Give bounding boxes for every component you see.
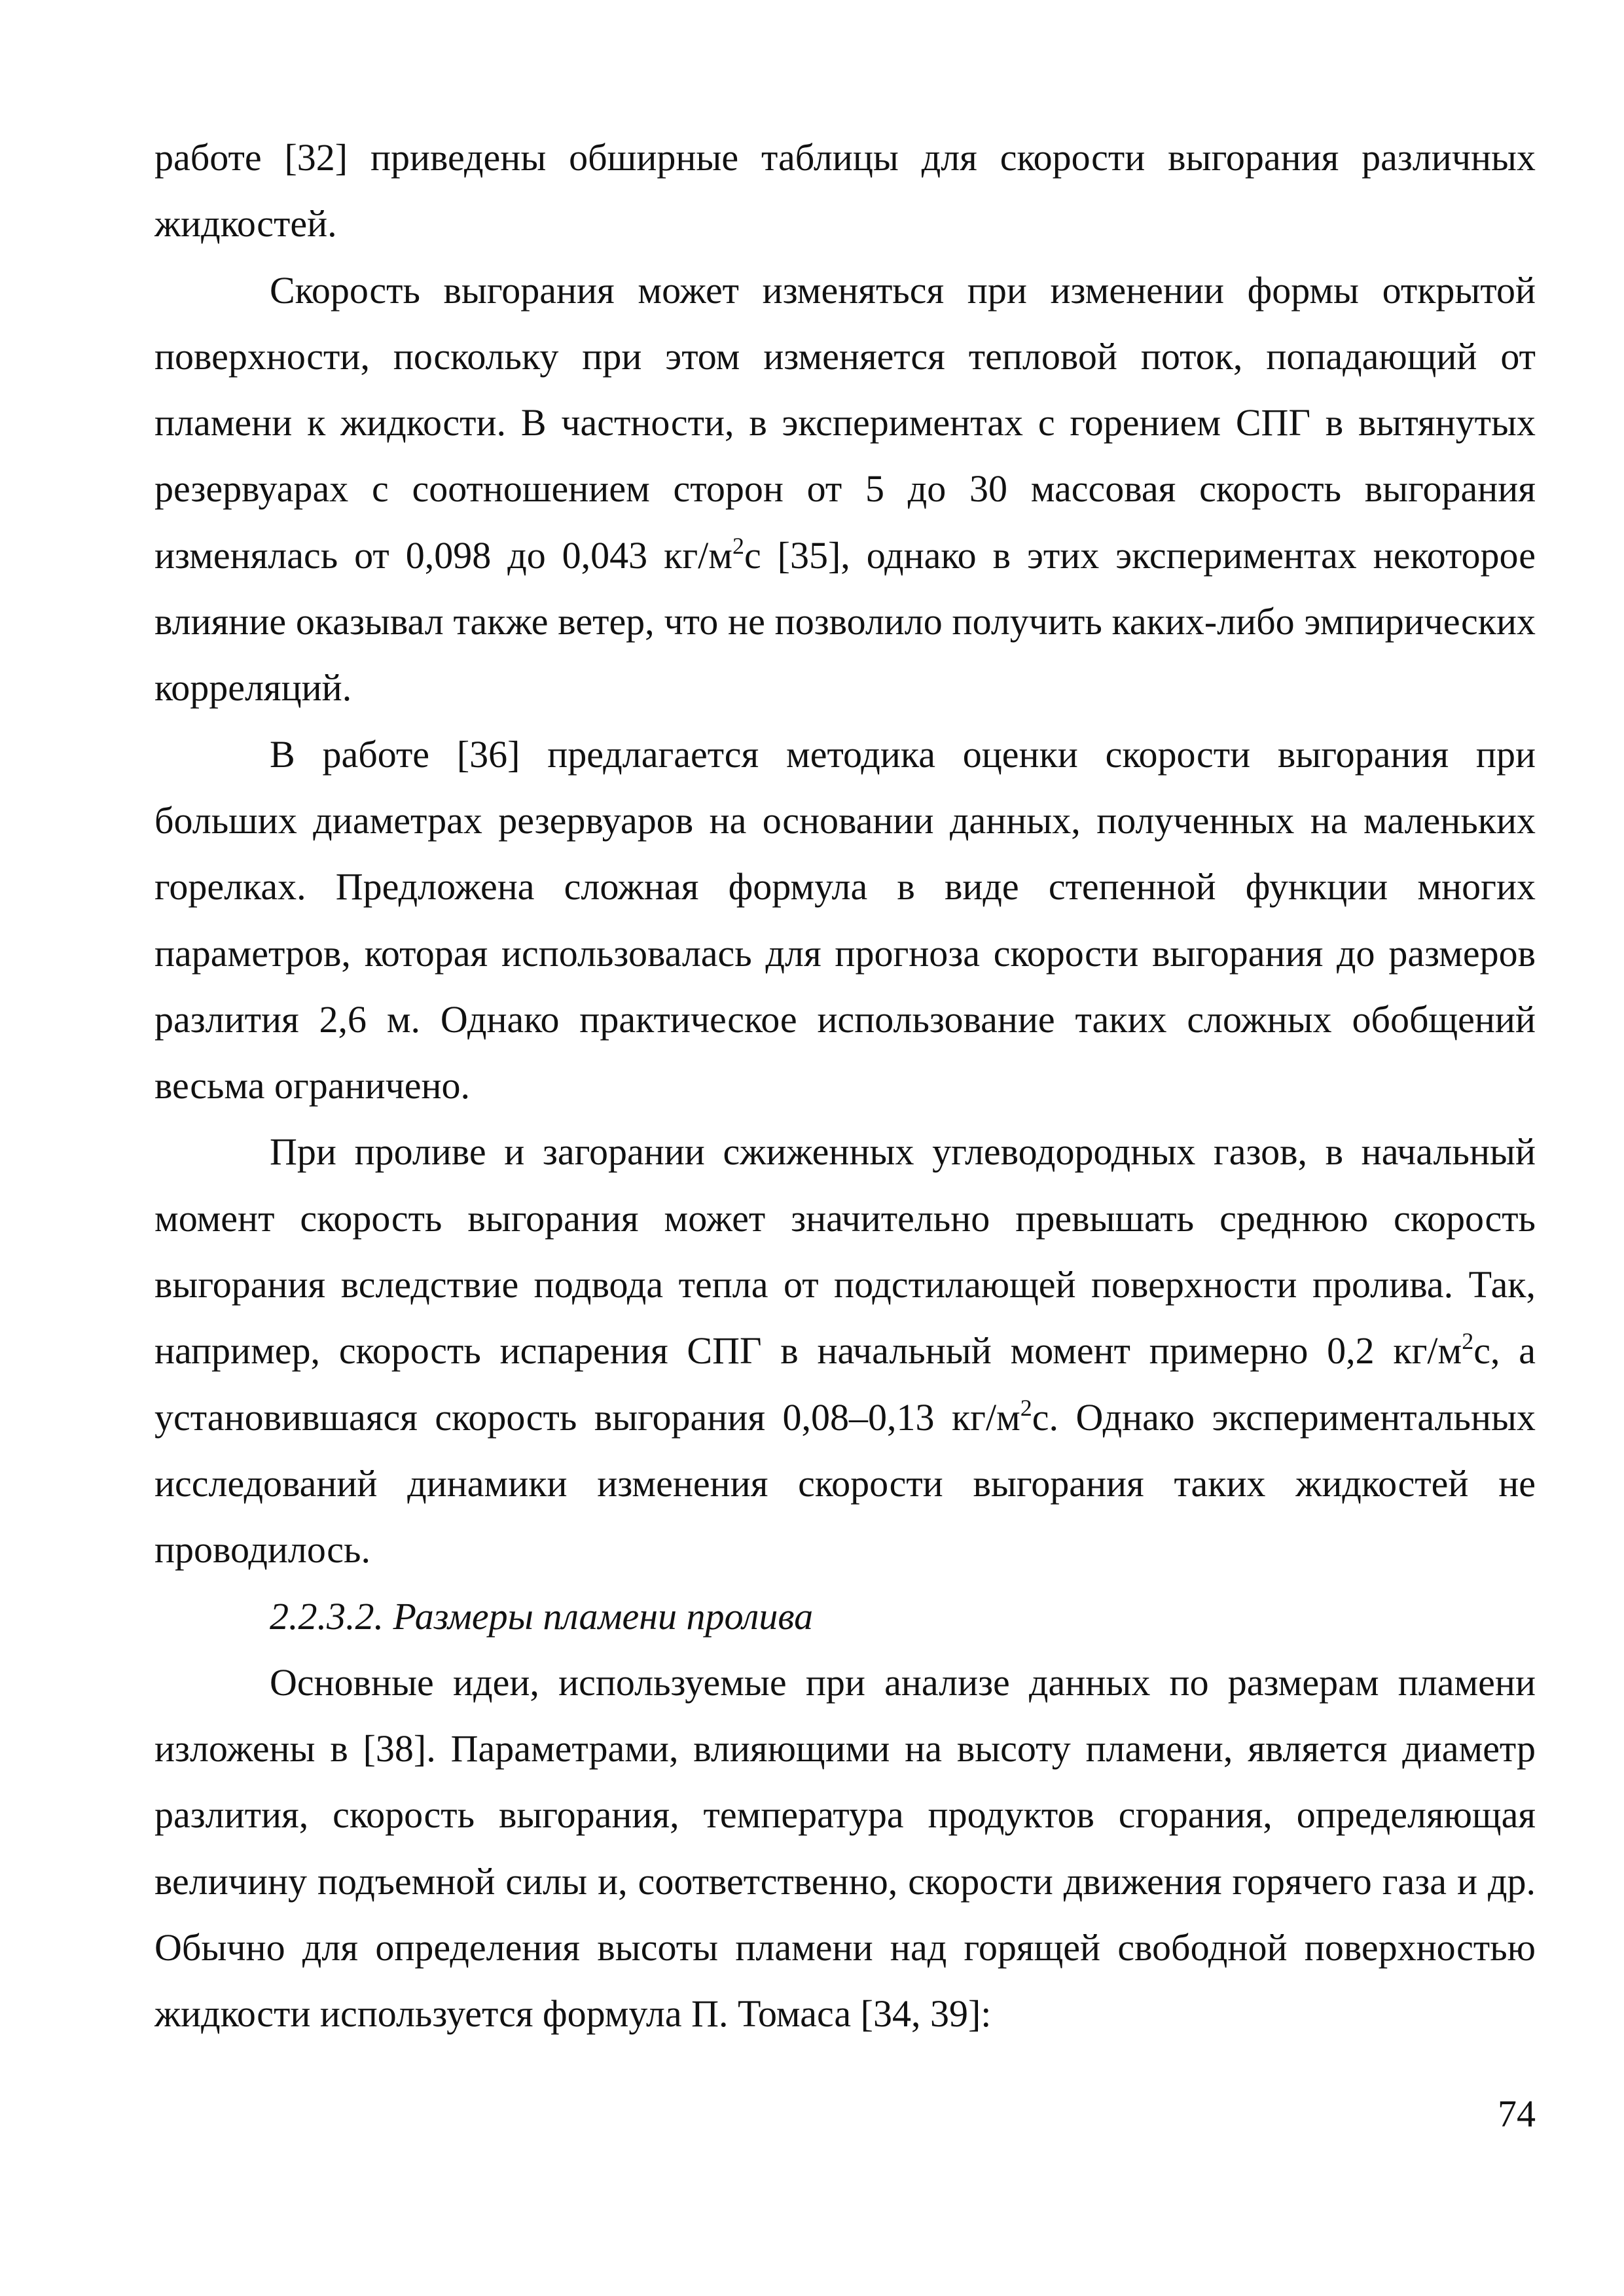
superscript-two: 2 [1462, 1328, 1474, 1355]
paragraph-estimation-method: В работе [36] предлагается методика оценки скорости выгорания при больших диаметрах резервуаров на основании данных, полученных на маленьких горелках. Предложена сложная формула в виде степенной функции многих параметров, которая использовалась для прогноза скорости выгорания до размеров разлития 2,6 м. Однако практическое использование таких сложных обобщений весьма ограничено. [154, 732, 1536, 1107]
paragraph-text: с, а установившаяся скорость выгорания 0,08–0,13 кг/м [154, 1329, 1536, 1439]
document-page [154, 124, 1536, 2047]
paragraph-text: с. Однако экспериментальных исследований динамики изменения скорости выгорания таких жидкостей не проводилось. [154, 1395, 1536, 1571]
paragraph-text: с [35], однако в этих экспериментах некоторое влияние оказывал также ветер, что не позволило получить каких-либо эмпирических корреляций. [154, 533, 1536, 709]
paragraph-text: При проливе и загорании сжиженных углеводородных газов, в начальный момент скорость выгорания может значительно превышать среднюю скорость выгорания вследствие подвода тепла от подстилающей поверхности пролива. Так, например, скорость испарения СПГ в начальный момент примерно 0,2 кг/м [154, 1130, 1536, 1372]
section-heading: 2.2.3.2. Размеры пламени пролива [270, 1594, 814, 1638]
page-number: 74 [1498, 2092, 1536, 2135]
superscript-two: 2 [732, 532, 744, 559]
paragraph-burning-rate-shape [154, 257, 1536, 721]
paragraph-flame-size: Основные идеи, используемые при анализе данных по размерам пламени изложены в [38]. Параметрами, влияющими на высоту пламени, является диаметр разлития, скорость выгорания, температура продуктов сгорания, определяющая величину подъемной силы и, соответственно, скорости движения горячего газа и др. Обычно для определения высоты пламени над горящей свободной поверхностью жидкости используется формула П. Томаса [34, 39]: [154, 1660, 1536, 2036]
superscript-two: 2 [1020, 1394, 1032, 1421]
paragraph-text: Скорость выгорания может изменяться при изменении формы открытой поверхности, поскольку при этом изменяется тепловой поток, попадающий от пламени к жидкости. В частности, в экспериментах с горением СПГ в вытянутых резервуарах с соотношением сторон от 5 до 30 массовая скорость выгорания изменялась от 0,098 до 0,043 кг/м [154, 268, 1536, 577]
paragraph-continuation: работе [32] приведены обширные таблицы для скорости выгорания различных жидкостей. [154, 136, 1536, 245]
paragraph-lng-spill [154, 1119, 1536, 1583]
